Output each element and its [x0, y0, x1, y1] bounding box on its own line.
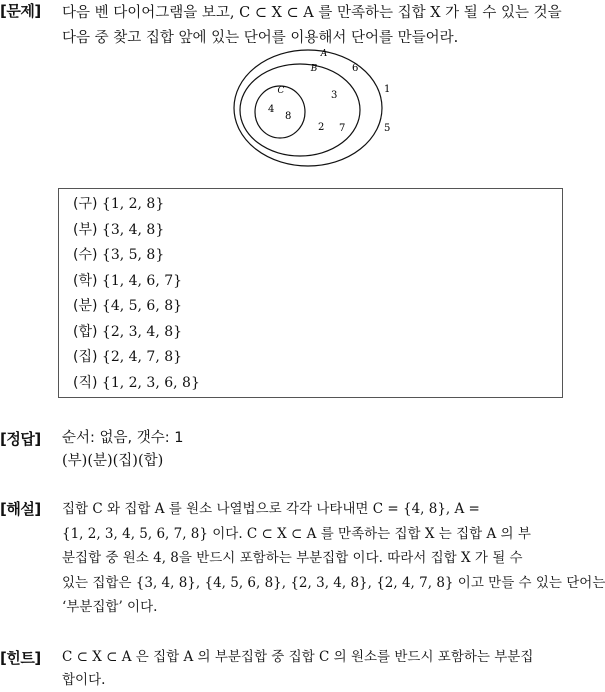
problem-text [62, 1, 584, 50]
problem-line-2: 다음 중 찾고 집합 앞에 있는 단어를 이용해서 단어를 만들어라. [62, 29, 459, 46]
explanation-line-3: 분집합 중 원소 4, 8을 반드시 포함하는 부분집합 이다. 따라서 집합 X 가 될 수 [62, 550, 523, 566]
element-1: 1 [384, 84, 391, 95]
explanation-line-4: 있는 집합은 {3, 4, 8}, {4, 5, 6, 8}, {2, 3, 4, 8}, {2, 4, 7, 8} 이고 만들 수 있는 단어는 [62, 574, 605, 591]
choices-box [58, 188, 563, 398]
element-3: 3 [331, 90, 338, 101]
choice-item [73, 372, 200, 392]
answer-label: [정답] [0, 430, 41, 448]
choice-word: (합) [73, 323, 98, 340]
choice-set: {2, 3, 4, 8} [101, 323, 183, 340]
label-A: A [320, 49, 328, 59]
venn-diagram [228, 48, 391, 178]
element-4: 4 [268, 104, 275, 115]
set-B-ellipse [240, 64, 360, 156]
hint-line-2: 합이다. [62, 672, 106, 688]
choice-item [73, 219, 164, 239]
element-6: 6 [352, 63, 359, 74]
explanation-line-5: ‘부분집합’ 이다. [62, 599, 158, 615]
choice-set: {3, 5, 8} [101, 247, 165, 263]
answer-line-2: (부)(분)(집)(합) [62, 453, 164, 469]
hint-line-1: C ⊂ X ⊂ A 은 집합 A 의 부분집합 중 집합 C 의 원소를 반드시 포함하는 부분집 [62, 649, 534, 665]
choice-set: {1, 4, 6, 7} [101, 272, 183, 289]
answer-line-1: 순서: 없음, 갯수: 1 [62, 430, 184, 446]
hint-label: [힌트] [0, 649, 41, 667]
choice-item [73, 346, 182, 366]
explanation-line-2: {1, 2, 3, 4, 5, 6, 7, 8} 이다. C ⊂ X ⊂ A 를 만족하는 집합 X 는 집합 A 의 부 [62, 525, 531, 542]
explanation-label: [해설] [0, 500, 41, 518]
choice-set: {2, 4, 7, 8} [101, 349, 183, 365]
label-B: B [310, 64, 318, 74]
choice-set: {4, 5, 6, 8} [101, 298, 183, 314]
answer-text [62, 427, 584, 473]
problem-line-1: 다음 벤 다이어그램을 보고, C ⊂ X ⊂ A 를 만족하는 집합 X 가 될 수 있는 것을 [62, 5, 562, 21]
choice-set: {1, 2, 3, 6, 8} [101, 374, 200, 391]
explanation-text [62, 497, 605, 620]
choice-word: (분) [73, 298, 98, 314]
choice-item [73, 321, 182, 341]
element-8: 8 [285, 111, 292, 122]
choice-set: {3, 4, 8} [101, 221, 165, 238]
choice-word: (부) [73, 221, 98, 238]
label-C: C [277, 86, 285, 96]
problem-label: [문제] [0, 2, 41, 20]
element-2: 2 [318, 122, 325, 133]
explanation-line-1: 집합 C 와 집합 A 를 원소 나열법으로 각각 나타내면 C = {4, 8}, A = [62, 501, 480, 517]
element-5: 5 [384, 123, 391, 134]
choice-word: (학) [73, 272, 98, 289]
choice-word: (구) [73, 196, 98, 212]
choice-item [73, 193, 164, 213]
choice-item [73, 244, 164, 264]
choice-word: (집) [73, 349, 98, 365]
choice-item [73, 295, 182, 315]
choice-word: (직) [73, 374, 98, 391]
choice-word: (수) [73, 247, 98, 263]
element-7: 7 [339, 123, 346, 134]
choice-item [73, 270, 182, 290]
hint-text [62, 646, 584, 692]
choice-set: {1, 2, 8} [101, 196, 165, 212]
